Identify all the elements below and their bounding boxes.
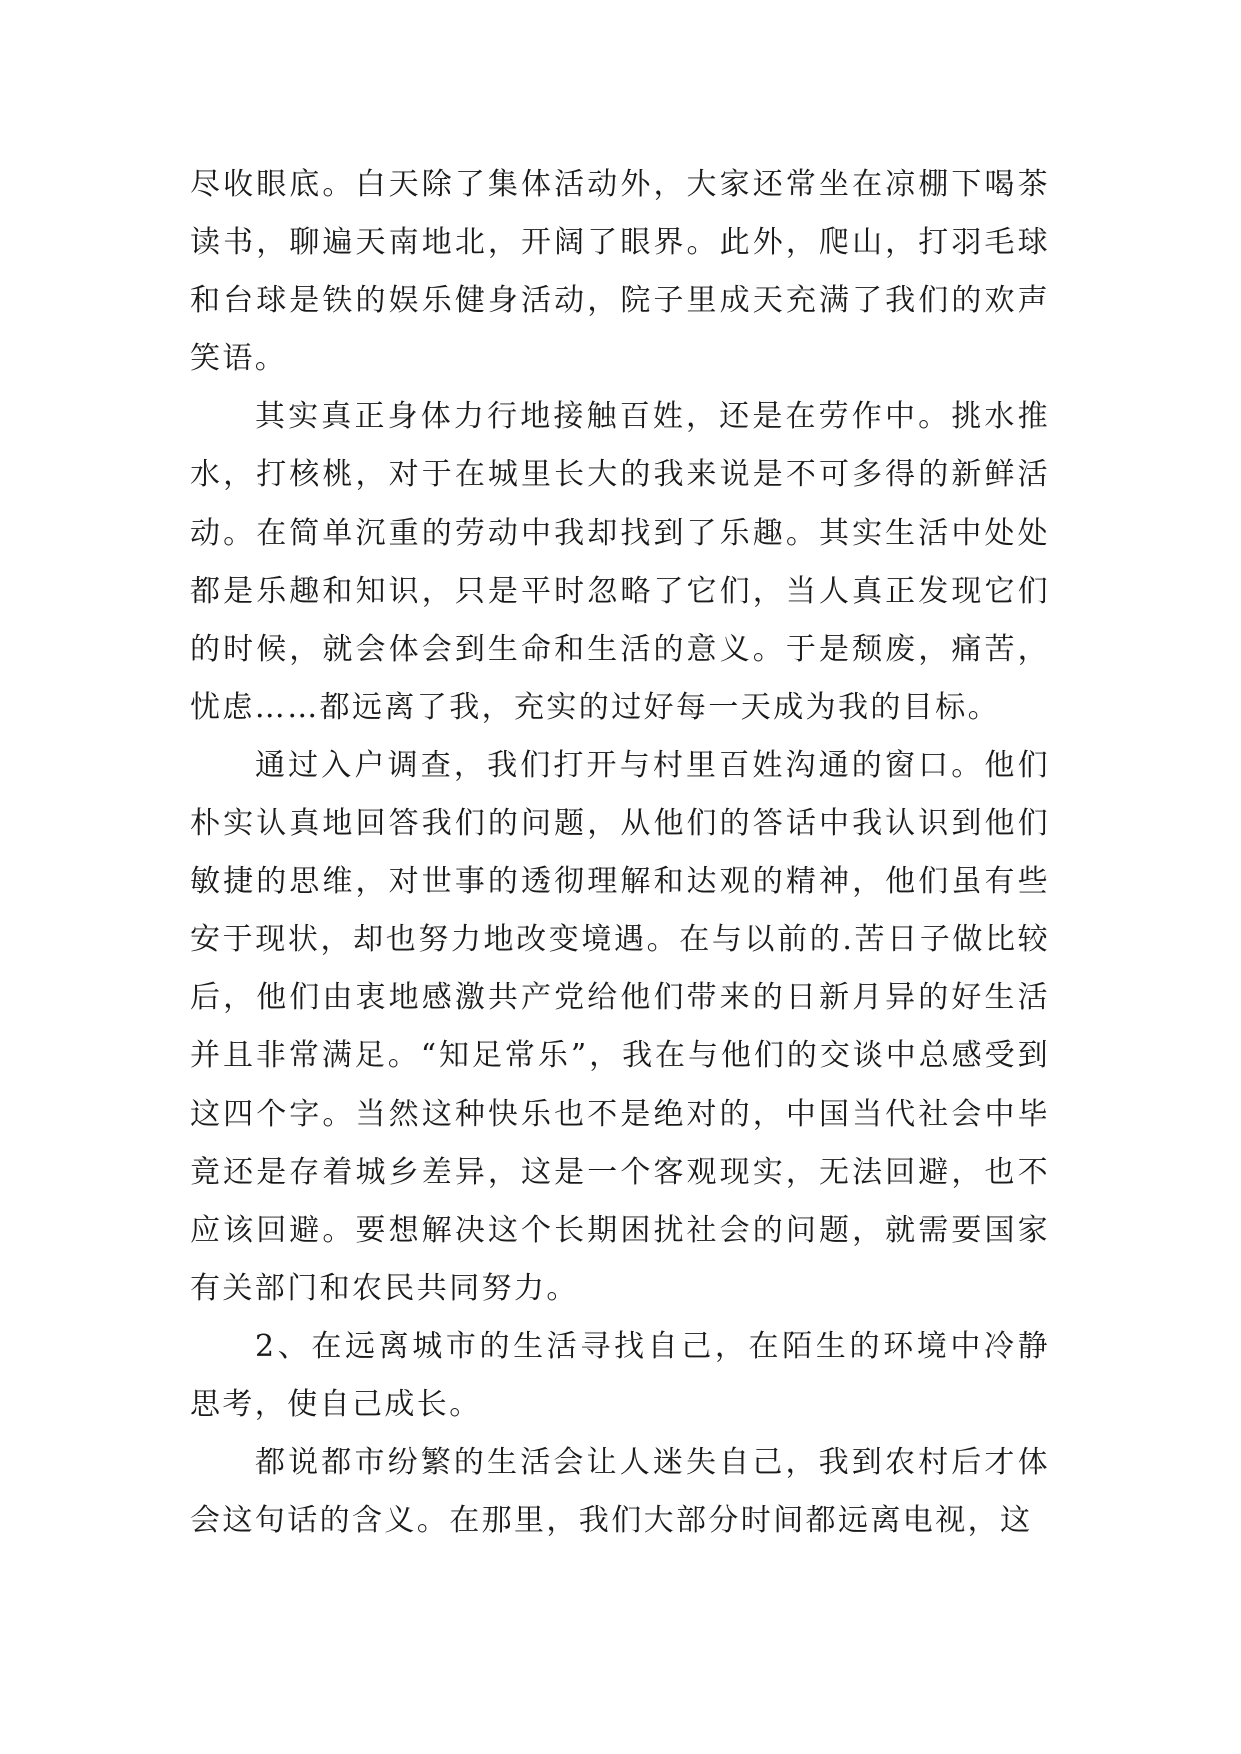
- paragraph: 通过入户调查，我们打开与村里百姓沟通的窗口。他们朴实认真地回答我们的问题，从他们的答话中我认识到他们敏捷的思维，对世事的透彻理解和达观的精神，他们虽有些安于现状，却也努力地改变境遇。在与以前的.苦日子做比较后，他们由衷地感激共产党给他们带来的日新月异的好生活并且非常满足。“知足常乐”，我在与他们的交谈中总感受到这四个字。当然这种快乐也不是绝对的，中国当代社会中毕竟还是存着城乡差异，这是一个客观现实，无法回避，也不应该回避。要想解决这个长期困扰社会的问题，就需要国家有关部门和农民共同努力。: [190, 747, 1050, 1306]
- paragraph: 其实真正身体力行地接触百姓，还是在劳作中。挑水推水，打核桃，对于在城里长大的我来说是不可多得的新鲜活动。在简单沉重的劳动中我却找到了乐趣。其实生活中处处都是乐趣和知识，只是平时忽略了它们，当人真正发现它们的时候，就会体会到生命和生活的意义。于是颓废，痛苦，忧虑……都远离了我，充实的过好每一天成为我的目标。: [190, 399, 1050, 725]
- paragraph: 都说都市纷繁的生活会让人迷失自己，我到农村后才体会这句话的含义。在那里，我们大部分时间都远离电视，这: [190, 1445, 1050, 1539]
- body-text: [190, 156, 1050, 1550]
- paragraph: 尽收眼底。白天除了集体活动外，大家还常坐在凉棚下喝茶读书，聊遍天南地北，开阔了眼界。此外，爬山，打羽毛球和台球是铁的娱乐健身活动，院子里成天充满了我们的欢声笑语。: [190, 167, 1050, 377]
- section-heading-paragraph: 2、在远离城市的生活寻找自己，在陌生的环境中冷静思考，使自己成长。: [190, 1328, 1050, 1422]
